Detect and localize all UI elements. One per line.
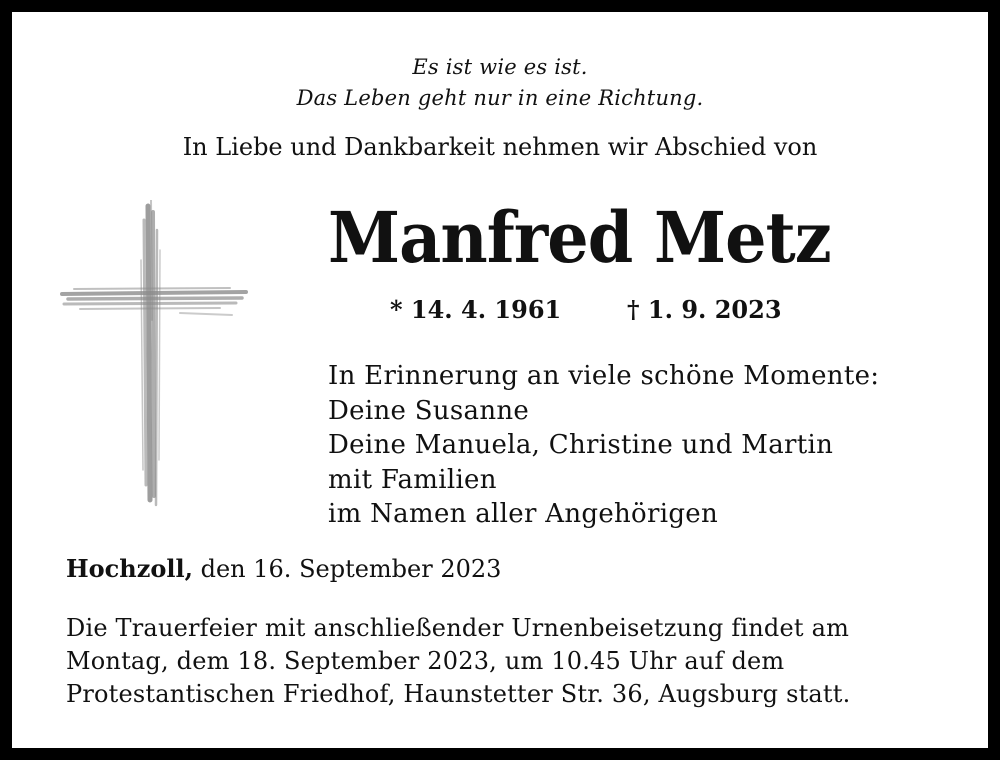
publication-date: den 16. September 2023 [192,555,502,583]
service-info [66,612,850,711]
intro-text: In Liebe und Dankbarkeit nehmen wir Abschied von [182,133,818,161]
service-line: Die Trauerfeier mit anschließender Urnenbeisetzung findet am [66,614,850,642]
quote-line-2: Das Leben geht nur in eine Richtung. [296,86,704,110]
family-line: Deine Susanne [328,395,530,426]
service-line: Montag, dem 18. September 2023, um 10.45 Uhr auf dem [66,647,785,675]
cross-icon [60,200,250,510]
family-line: mit Familien [328,464,497,495]
quote-line-1: Es ist wie es ist. [412,55,588,79]
place-date [66,554,501,583]
family-line: Deine Manuela, Christine und Martin [328,430,834,460]
death-date: † 1. 9. 2023 [627,295,782,324]
place-name: Hochzoll, [66,554,193,583]
birth-date: * 14. 4. 1961 [390,295,562,324]
deceased-name: Manfred Metz [328,196,831,279]
family-line: im Namen aller Angehörigen [328,499,719,529]
family-block [328,359,879,532]
family-line: In Erinnerung an viele schöne Momente: [328,361,880,391]
service-line: Protestantischen Friedhof, Haunstetter Str. 36, Augsburg statt. [66,680,851,708]
